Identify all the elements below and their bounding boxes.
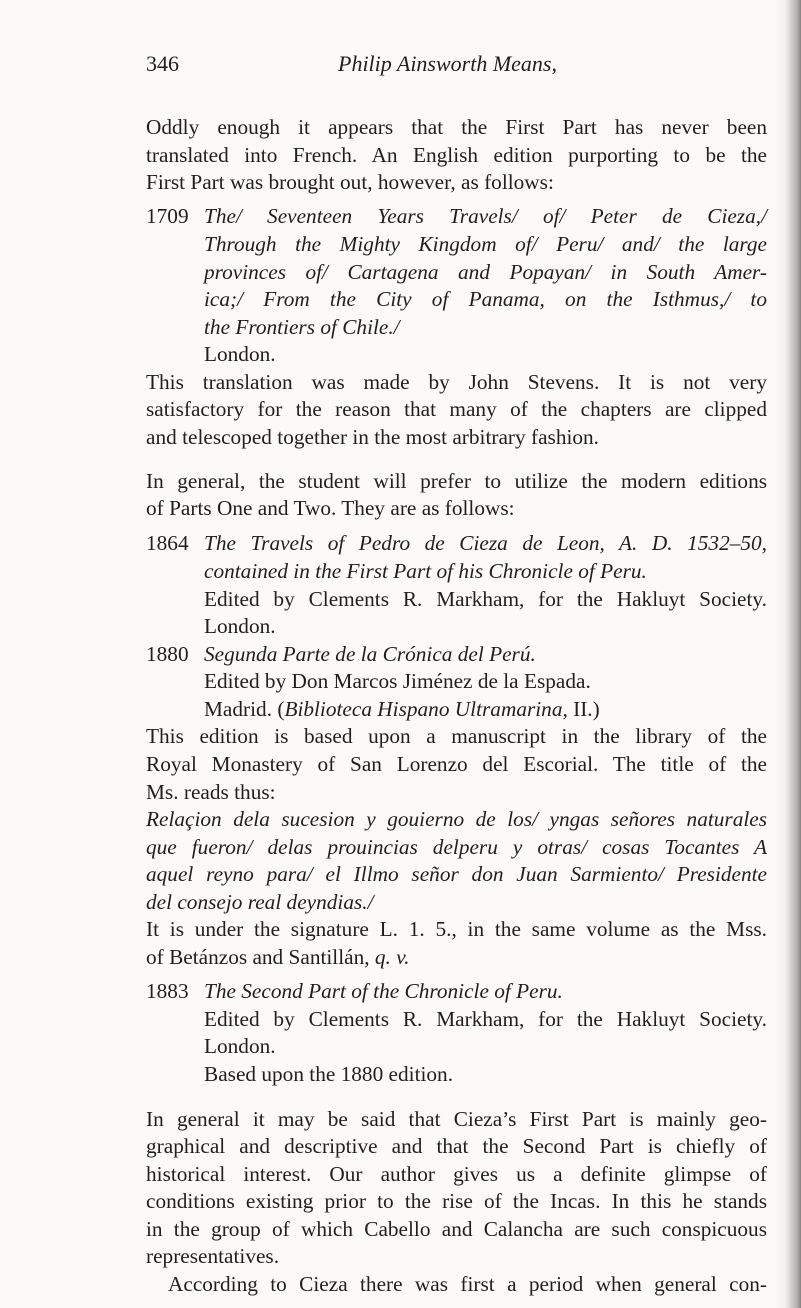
- text-line: London.: [204, 614, 276, 639]
- text-line: provinces of/ Cartagena and Popayan/ in South Amer-: [204, 259, 767, 284]
- text-line: Edited by Clements R. Markham, for the Hakluyt Society.: [204, 1006, 767, 1031]
- text-line: Edited by Don Marcos Jiménez de la Espada.: [204, 669, 591, 694]
- text-line: Through the Mighty Kingdom of/ Peru/ and/ the large: [204, 231, 767, 256]
- text-line: graphical and descriptive and that the Second Part is chiefly of: [146, 1134, 767, 1159]
- text-line: and telescoped together in the most arbitrary fashion.: [146, 424, 600, 449]
- entry-year: 1864: [146, 531, 189, 556]
- text-line: representatives.: [146, 1244, 280, 1269]
- page-number: 346: [146, 51, 179, 76]
- text-line: Relaçion dela sucesion y gouierno de los/ yngas señores naturales: [146, 807, 767, 832]
- text-line: Edited by Clements R. Markham, for the Hakluyt Society.: [204, 586, 767, 611]
- text-line: Oddly enough it appears that the First Part has never been: [146, 115, 767, 139]
- text-line: historical interest. Our author gives us a definite glimpse of: [146, 1161, 767, 1186]
- text-line: The Travels of Pedro de Cieza de Leon, A. D. 1532–50,: [204, 531, 767, 556]
- text-line: del consejo real deyndias./: [146, 889, 374, 914]
- text-line: Royal Monastery of San Lorenzo del Escorial. The title of the: [146, 752, 767, 776]
- text-line: London.: [204, 1034, 276, 1059]
- text-line: It is under the signature L. 1. 5., in the same volume as the Mss.: [146, 917, 767, 942]
- text-line: que fueron/ delas prouincias delperu y otras/ cosas Tocantes A: [146, 834, 767, 859]
- text-line: In general, the student will prefer to utilize the modern editions: [146, 468, 767, 493]
- text-line: translated into French. An English edition purporting to be the: [146, 142, 767, 167]
- text-line: Ms. reads thus:: [146, 779, 276, 804]
- text-line: This translation was made by John Stevens. It is not very: [146, 369, 767, 394]
- text-line: London.: [204, 342, 276, 367]
- text-line: According to Cieza there was first a period when general con-: [168, 1272, 767, 1296]
- entry-year: 1883: [146, 979, 189, 1004]
- text-line: of Betánzos and Santillán, q. v.: [146, 945, 410, 969]
- text-line: Madrid. (Biblioteca Hispano Ultramarina, II.): [204, 696, 600, 721]
- text-line: ica;/ From the City of Panama, on the Isthmus,/ to: [204, 287, 767, 312]
- text-line: In general it may be said that Cieza’s First Part is mainly geo-: [146, 1106, 767, 1131]
- text-line: conditions existing prior to the rise of the Incas. In this he stands: [146, 1189, 767, 1214]
- text-line: Based upon the 1880 edition.: [204, 1061, 454, 1086]
- text-line: in the group of which Cabello and Calancha are such conspicuous: [146, 1216, 767, 1241]
- entry-year: 1709: [146, 204, 189, 229]
- text-line: contained in the First Part of his Chronicle of Peru.: [204, 559, 647, 583]
- text-line: Segunda Parte de la Crónica del Perú.: [204, 641, 536, 666]
- text-line: of Parts One and Two. They are as follows:: [146, 496, 515, 521]
- text-line: aquel reyno para/ el Illmo señor don Juan Sarmiento/ Presidente: [146, 862, 767, 887]
- text-line: The Second Part of the Chronicle of Peru.: [204, 979, 563, 1004]
- text-line: This edition is based upon a manuscript in the library of the: [146, 724, 767, 749]
- text-line: First Part was brought out, however, as follows:: [146, 170, 554, 195]
- text-line: satisfactory for the reason that many of the chapters are clipped: [146, 397, 767, 422]
- entry-year: 1880: [146, 641, 189, 666]
- running-head: Philip Ainsworth Means,: [338, 51, 557, 76]
- text-line: the Frontiers of Chile./: [204, 314, 400, 339]
- text-line: The/ Seventeen Years Travels/ of/ Peter de Cieza,/: [204, 204, 767, 229]
